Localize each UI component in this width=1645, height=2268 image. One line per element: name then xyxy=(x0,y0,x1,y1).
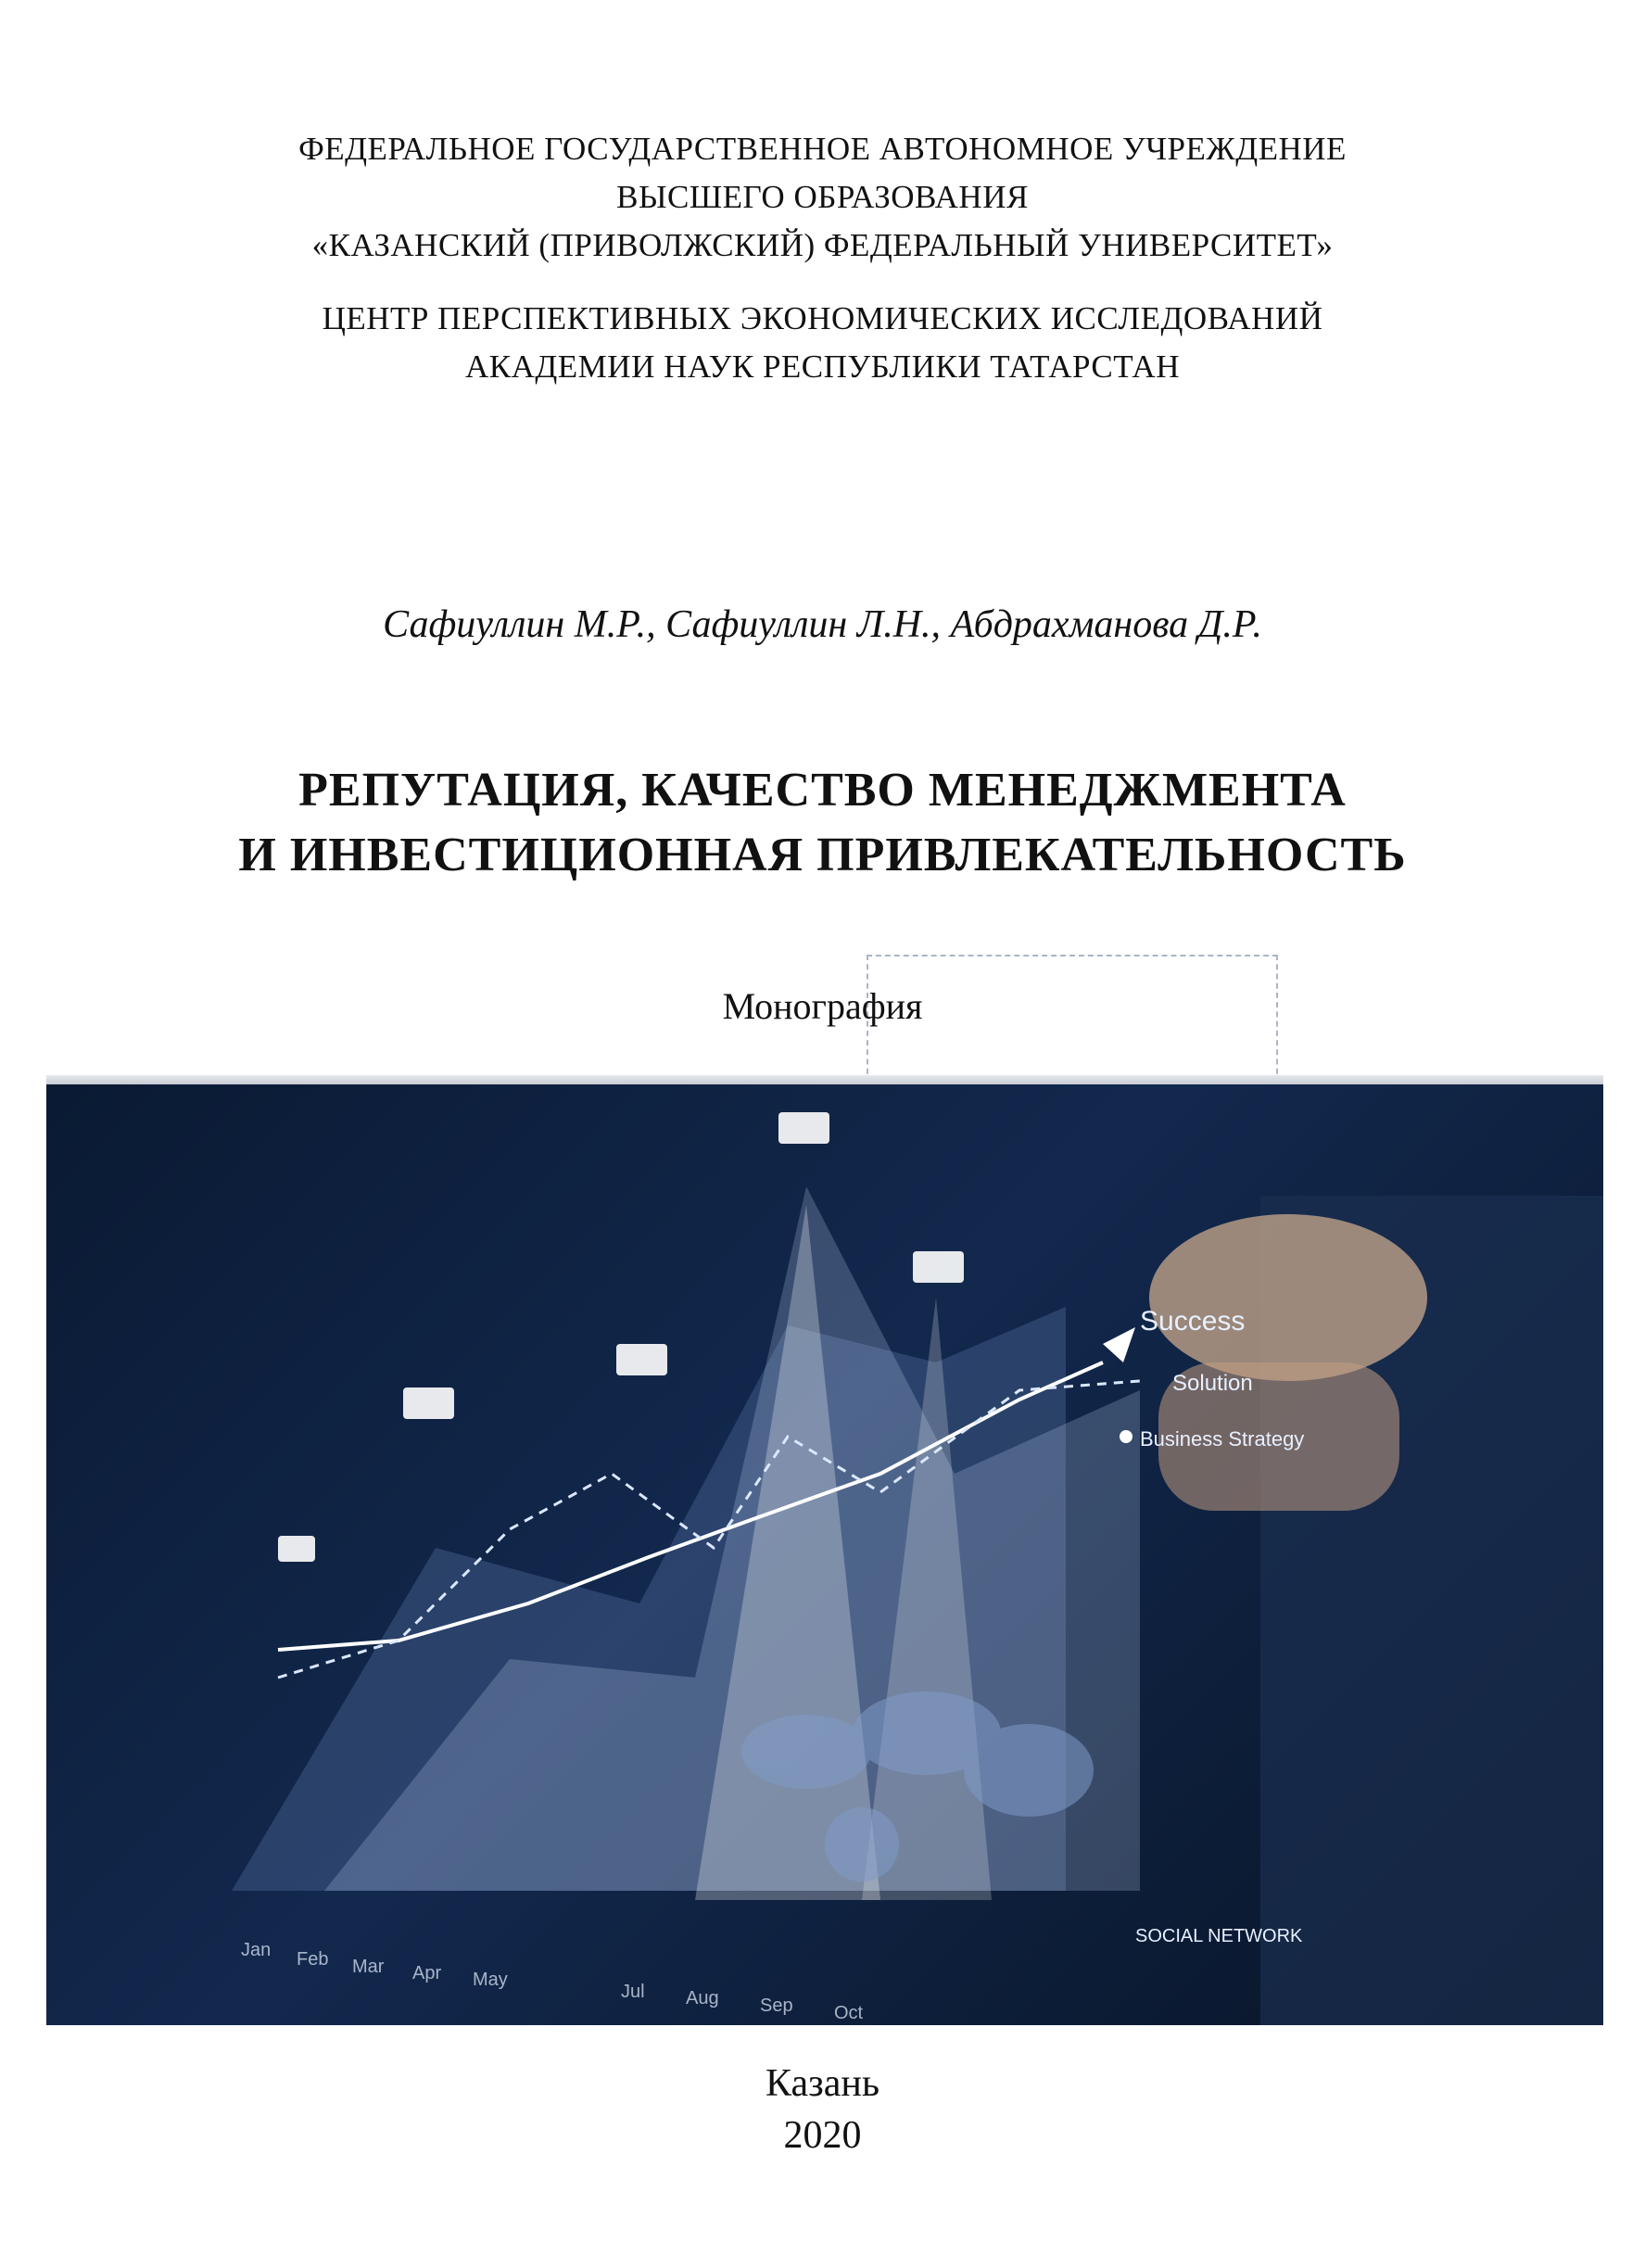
book-subtitle: Монография xyxy=(722,985,923,1027)
month-label: Feb xyxy=(297,1949,329,1970)
chart-label-solution: Solution xyxy=(1172,1371,1253,1396)
month-axis-labels xyxy=(241,1940,864,2023)
month-label: Aug xyxy=(686,1988,719,2008)
cover-illustration xyxy=(46,1084,1603,2025)
publication-year: 2020 xyxy=(783,2114,862,2157)
publication-footer xyxy=(0,2058,1645,2161)
org-line-2: ВЫСШЕГО ОБРАЗОВАНИЯ xyxy=(616,179,1029,215)
month-label: Sep xyxy=(760,1996,793,2016)
library-stamp xyxy=(867,955,1278,1083)
org-line-1: ФЕДЕРАЛЬНОЕ ГОСУДАРСТВЕННОЕ АВТОНОМНОЕ УЧРЕЖДЕНИЕ xyxy=(298,131,1347,167)
book-title xyxy=(0,758,1645,888)
month-label: May xyxy=(473,1970,508,1990)
month-label: Mar xyxy=(352,1957,385,1977)
publication-city: Казань xyxy=(766,2062,879,2105)
title-line-2: И ИНВЕСТИЦИОННАЯ ПРИВЛЕКАТЕЛЬНОСТЬ xyxy=(238,829,1407,881)
chart-label-success: Success xyxy=(1140,1306,1246,1337)
month-label: Jul xyxy=(621,1982,645,2002)
title-line-1: РЕПУТАЦИЯ, КАЧЕСТВО МЕНЕДЖМЕНТА xyxy=(298,764,1347,817)
org-line-3: «КАЗАНСКИЙ (ПРИВОЛЖСКИЙ) ФЕДЕРАЛЬНЫЙ УНИВЕРСИТЕТ» xyxy=(311,227,1334,263)
month-label: Oct xyxy=(834,2003,864,2023)
image-top-edge xyxy=(46,1075,1603,1084)
authors: Сафиуллин М.Р., Сафиуллин Л.Н., Абдрахманова Д.Р. xyxy=(383,603,1262,646)
month-label: Apr xyxy=(412,1963,442,1983)
month-label: Jan xyxy=(241,1940,272,1960)
research-center-header xyxy=(0,295,1645,391)
chart-label-strategy: Business Strategy xyxy=(1140,1427,1305,1451)
organization-header xyxy=(0,125,1645,270)
chart-label-social-network: SOCIAL NETWORK xyxy=(1135,1926,1303,1946)
center-line-1: ЦЕНТР ПЕРСПЕКТИВНЫХ ЭКОНОМИЧЕСКИХ ИССЛЕДОВАНИЙ xyxy=(322,300,1323,336)
business-chart-graphic xyxy=(46,1084,1603,2025)
center-line-2: АКАДЕМИИ НАУК РЕСПУБЛИКИ ТАТАРСТАН xyxy=(465,348,1180,385)
